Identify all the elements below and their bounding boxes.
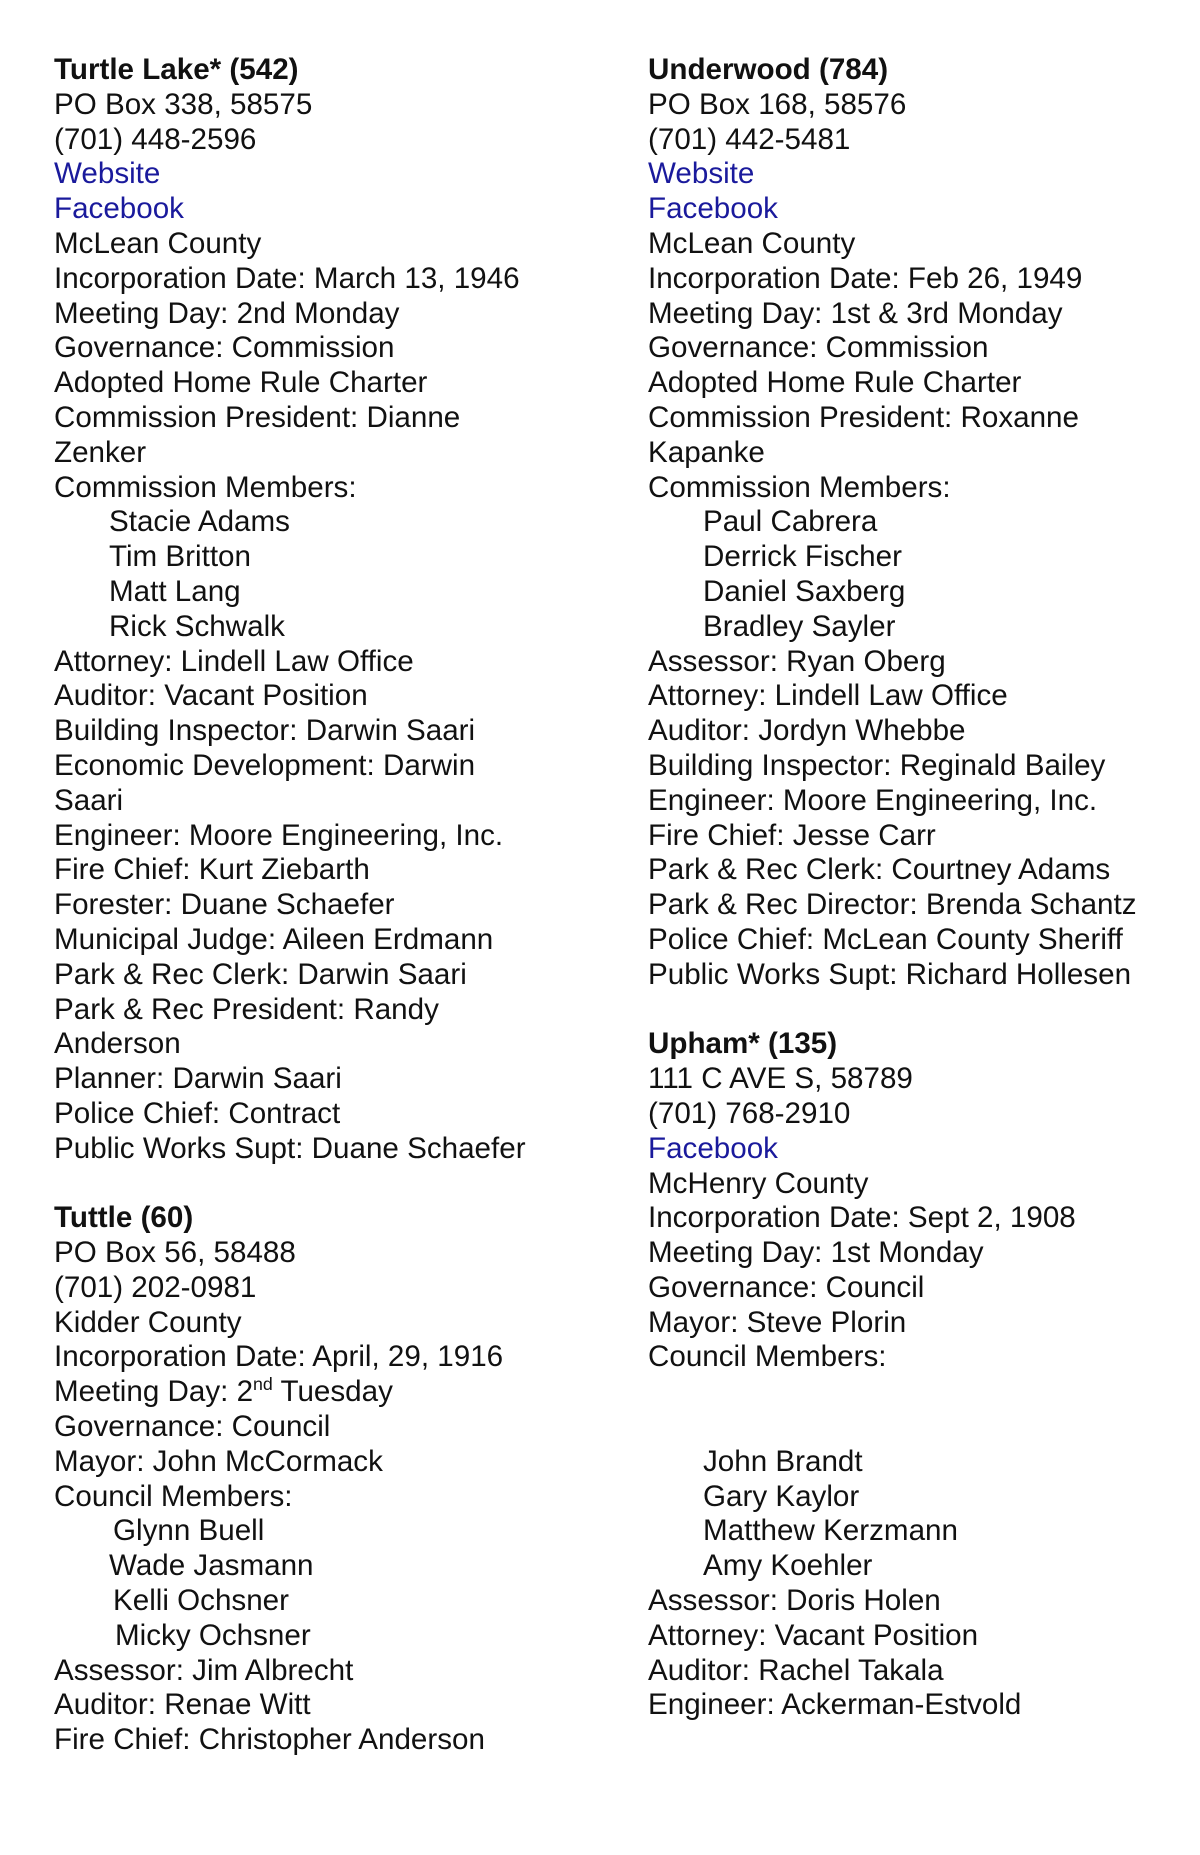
engineer: Engineer: Moore Engineering, Inc. — [648, 783, 1098, 817]
engineer: Engineer: Ackerman-Estvold — [648, 1688, 1022, 1722]
auditor: Auditor: Rachel Takala — [648, 1653, 944, 1687]
right-column — [648, 53, 1188, 1723]
left-column — [54, 53, 594, 1758]
city-address: PO Box 168, 58576 — [648, 87, 907, 121]
city-title: Tuttle (60) — [54, 1201, 194, 1235]
blank-line — [648, 1410, 1188, 1445]
member-name: Paul Cabrera — [703, 505, 878, 539]
members-label: Commission Members: — [54, 470, 357, 504]
meeting-day: Meeting Day: 1st Monday — [648, 1236, 984, 1270]
member-name: Rick Schwalk — [109, 609, 285, 643]
building-inspector: Building Inspector: Reginald Bailey — [648, 748, 1106, 782]
auditor: Auditor: Jordyn Whebbe — [648, 714, 966, 748]
entry-spacer — [648, 993, 1188, 1028]
governance: Governance: Council — [54, 1410, 331, 1444]
meeting-day-ordinal: nd — [253, 1374, 273, 1395]
fire-chief: Fire Chief: Kurt Ziebarth — [54, 853, 370, 887]
website-link[interactable]: Website — [54, 157, 161, 191]
facebook-link[interactable]: Facebook — [648, 1131, 778, 1165]
mayor: Mayor: John McCormack — [54, 1444, 383, 1478]
attorney: Attorney: Lindell Law Office — [648, 679, 1008, 713]
auditor: Auditor: Vacant Position — [54, 679, 368, 713]
city-county: Kidder County — [54, 1305, 242, 1339]
city-entry-tuttle — [54, 1201, 594, 1758]
member-name: Tim Britton — [109, 540, 251, 574]
member-name: Derrick Fischer — [703, 540, 902, 574]
city-county: McLean County — [648, 226, 856, 260]
member-name: John Brandt — [703, 1444, 863, 1478]
auditor: Auditor: Renae Witt — [54, 1688, 311, 1722]
member-name: Daniel Saxberg — [703, 574, 906, 608]
building-inspector: Building Inspector: Darwin Saari — [54, 714, 476, 748]
attorney: Attorney: Lindell Law Office — [54, 644, 414, 678]
police-chief: Police Chief: McLean County Sheriff — [648, 922, 1123, 956]
meeting-day-suffix: Tuesday — [272, 1375, 393, 1409]
commission-president-cont: Kapanke — [648, 435, 765, 469]
city-address: 111 C AVE S, 58789 — [648, 1062, 913, 1096]
assessor: Assessor: Ryan Oberg — [648, 644, 946, 678]
public-works: Public Works Supt: Duane Schaefer — [54, 1131, 526, 1165]
park-rec-president: Park & Rec President: Randy — [54, 992, 439, 1026]
blank-line — [648, 1375, 1188, 1410]
incorporation-date: Incorporation Date: Feb 26, 1949 — [648, 261, 1083, 295]
incorporation-date: Incorporation Date: April, 29, 1916 — [54, 1340, 504, 1374]
member-name: Matt Lang — [109, 574, 241, 608]
members-label: Commission Members: — [648, 470, 951, 504]
city-entry-upham — [648, 1027, 1188, 1723]
city-address: PO Box 338, 58575 — [54, 87, 313, 121]
governance: Governance: Council — [648, 1270, 925, 1304]
park-rec-director: Park & Rec Director: Brenda Schantz — [648, 888, 1137, 922]
home-rule-charter: Adopted Home Rule Charter — [54, 366, 428, 400]
meeting-day: Meeting Day: 2nd Monday — [54, 296, 400, 330]
assessor: Assessor: Doris Holen — [648, 1584, 941, 1618]
member-name: Kelli Ochsner — [113, 1584, 289, 1618]
mayor: Mayor: Steve Plorin — [648, 1305, 907, 1339]
incorporation-date: Incorporation Date: Sept 2, 1908 — [648, 1201, 1076, 1235]
city-phone: (701) 442-5481 — [648, 122, 851, 156]
economic-development: Economic Development: Darwin — [54, 748, 476, 782]
city-entry-underwood — [648, 53, 1188, 993]
incorporation-date: Incorporation Date: March 13, 1946 — [54, 261, 520, 295]
facebook-link[interactable]: Facebook — [54, 192, 184, 226]
members-label: Council Members: — [54, 1479, 293, 1513]
member-name: Bradley Sayler — [703, 609, 896, 643]
municipal-judge: Municipal Judge: Aileen Erdmann — [54, 922, 494, 956]
commission-president: Commission President: Roxanne — [648, 400, 1079, 434]
city-phone: (701) 448-2596 — [54, 122, 257, 156]
fire-chief: Fire Chief: Jesse Carr — [648, 818, 936, 852]
city-phone: (701) 768-2910 — [648, 1096, 851, 1130]
meeting-day-prefix: Meeting Day: 2 — [54, 1375, 254, 1409]
city-title: Upham* (135) — [648, 1027, 838, 1061]
engineer: Engineer: Moore Engineering, Inc. — [54, 818, 504, 852]
member-name: Gary Kaylor — [703, 1479, 860, 1513]
city-address: PO Box 56, 58488 — [54, 1236, 296, 1270]
forester: Forester: Duane Schaefer — [54, 888, 395, 922]
governance: Governance: Commission — [648, 331, 989, 365]
park-rec-clerk: Park & Rec Clerk: Courtney Adams — [648, 853, 1111, 887]
assessor: Assessor: Jim Albrecht — [54, 1653, 354, 1687]
member-name: Wade Jasmann — [109, 1549, 314, 1583]
member-name: Glynn Buell — [113, 1514, 265, 1548]
commission-president-cont: Zenker — [54, 435, 147, 469]
fire-chief: Fire Chief: Christopher Anderson — [54, 1723, 485, 1757]
facebook-link[interactable]: Facebook — [648, 192, 778, 226]
city-phone: (701) 202-0981 — [54, 1270, 257, 1304]
planner: Planner: Darwin Saari — [54, 1062, 342, 1096]
entry-spacer — [54, 1167, 594, 1202]
home-rule-charter: Adopted Home Rule Charter — [648, 366, 1022, 400]
member-name: Amy Koehler — [703, 1549, 873, 1583]
member-name: Micky Ochsner — [115, 1618, 311, 1652]
city-county: McHenry County — [648, 1166, 869, 1200]
police-chief: Police Chief: Contract — [54, 1096, 341, 1130]
website-link[interactable]: Website — [648, 157, 755, 191]
economic-development-cont: Saari — [54, 783, 124, 817]
park-rec-clerk: Park & Rec Clerk: Darwin Saari — [54, 957, 467, 991]
meeting-day — [54, 1375, 594, 1410]
governance: Governance: Commission — [54, 331, 395, 365]
park-rec-president-cont: Anderson — [54, 1027, 181, 1061]
members-label: Council Members: — [648, 1340, 887, 1374]
city-county: McLean County — [54, 226, 262, 260]
commission-president: Commission President: Dianne — [54, 400, 461, 434]
meeting-day: Meeting Day: 1st & 3rd Monday — [648, 296, 1063, 330]
city-title: Turtle Lake* (542) — [54, 53, 299, 86]
member-name: Stacie Adams — [109, 505, 290, 539]
city-entry-turtle-lake — [54, 53, 594, 1167]
member-name: Matthew Kerzmann — [703, 1514, 958, 1548]
city-title: Underwood (784) — [648, 53, 889, 86]
attorney: Attorney: Vacant Position — [648, 1618, 979, 1652]
public-works: Public Works Supt: Richard Hollesen — [648, 957, 1132, 991]
